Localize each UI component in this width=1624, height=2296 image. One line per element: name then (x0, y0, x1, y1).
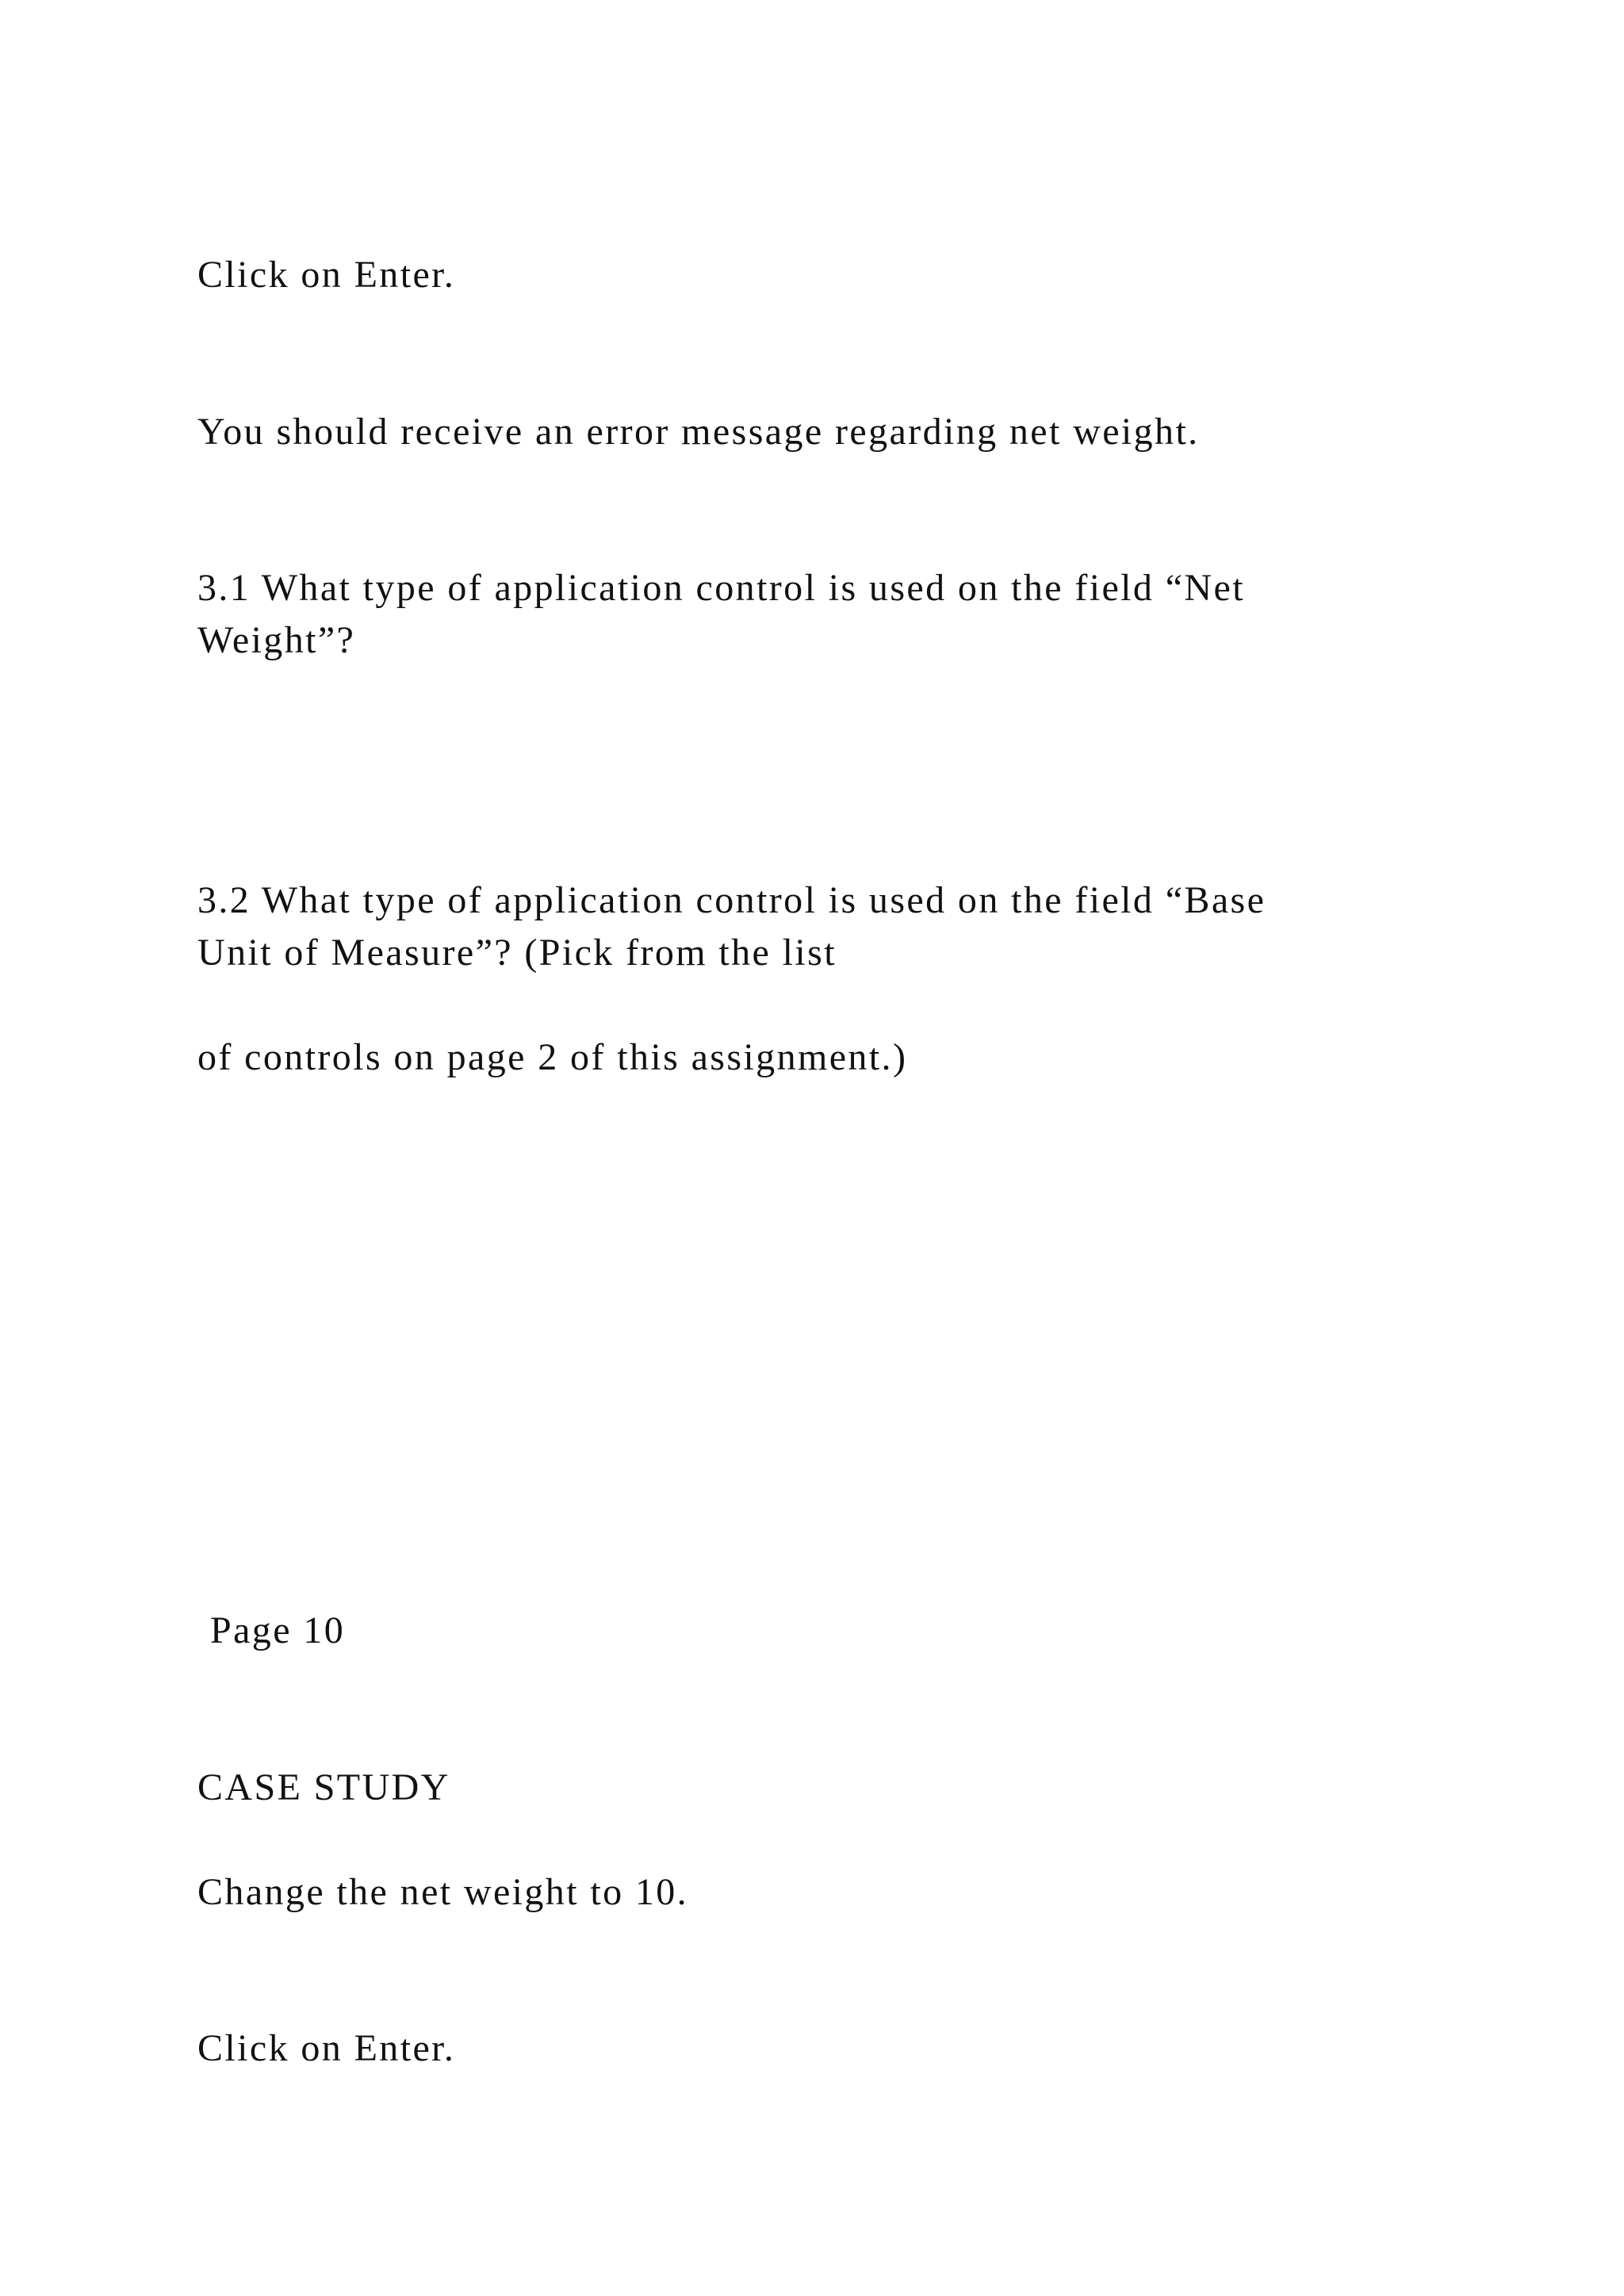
question-3-1-line-1: 3.1 What type of application control is used on the field “Net (197, 567, 1245, 609)
instruction-click-enter: Click on Enter. (197, 254, 456, 296)
section-heading-case-study: CASE STUDY (197, 1766, 450, 1808)
instruction-change-weight: Change the net weight to 10. (197, 1871, 689, 1913)
question-3-2-line-1: 3.2 What type of application control is used on the field “Base (197, 879, 1266, 921)
question-3-1-line-2: Weight”? (197, 619, 356, 661)
question-3-2 (197, 874, 1466, 979)
question-3-1 (197, 562, 1466, 667)
instruction-error-message: You should receive an error message regarding net weight. (197, 411, 1200, 453)
question-3-2-line-3: of controls on page 2 of this assignment.) (197, 1036, 908, 1078)
question-3-2-line-2: Unit of Measure”? (Pick from the list (197, 932, 837, 974)
instruction-click-enter-2: Click on Enter. (197, 2027, 456, 2069)
page-number: Page 10 (210, 1609, 346, 1651)
